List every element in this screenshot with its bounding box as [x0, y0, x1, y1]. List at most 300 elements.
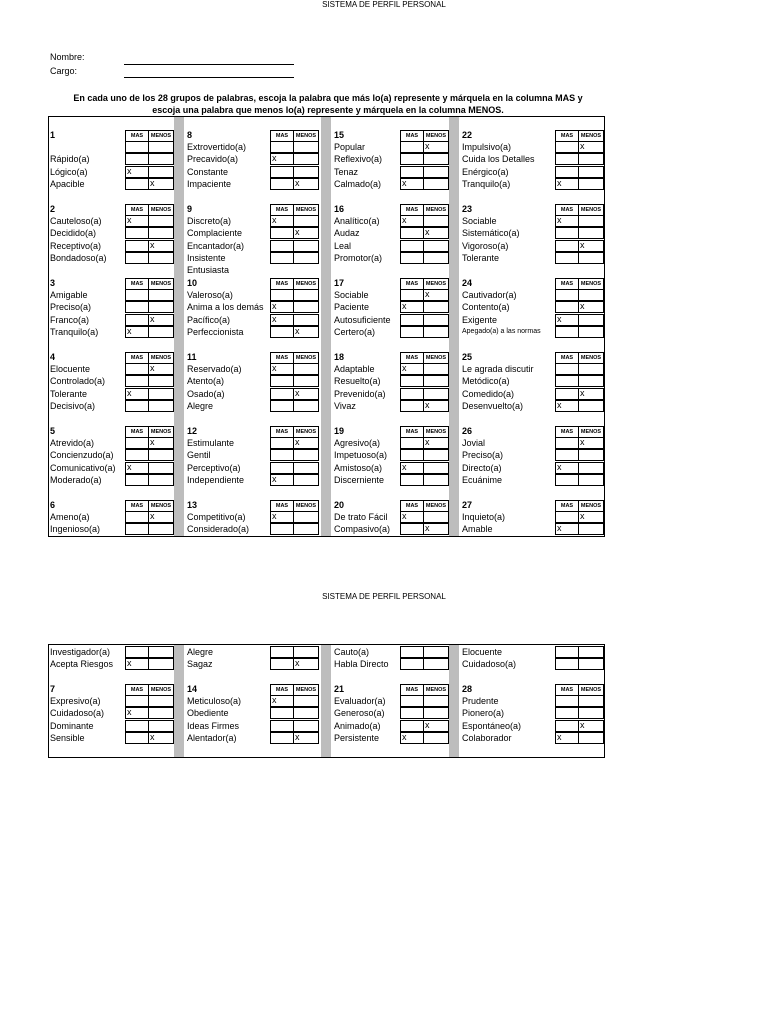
mas-header: MAS: [400, 426, 424, 438]
mas-checkbox[interactable]: [400, 166, 424, 178]
menos-checkbox[interactable]: x: [293, 178, 319, 190]
mas-checkbox[interactable]: x: [125, 166, 149, 178]
menos-checkbox[interactable]: [293, 215, 319, 227]
word-label: Impaciente: [187, 178, 232, 189]
menos-checkbox[interactable]: [293, 523, 319, 535]
menos-checkbox[interactable]: [423, 363, 449, 375]
mas-checkbox[interactable]: [125, 732, 149, 744]
menos-checkbox[interactable]: [293, 646, 319, 658]
mas-checkbox[interactable]: [400, 375, 424, 387]
mas-checkbox[interactable]: [125, 301, 149, 313]
mas-checkbox[interactable]: x: [555, 215, 579, 227]
menos-checkbox[interactable]: [578, 523, 604, 535]
mas-checkbox[interactable]: [555, 474, 579, 486]
menos-checkbox[interactable]: [423, 166, 449, 178]
menos-checkbox[interactable]: [293, 363, 319, 375]
menos-checkbox[interactable]: [423, 375, 449, 387]
mas-checkbox[interactable]: x: [125, 658, 149, 670]
mas-checkbox[interactable]: x: [125, 707, 149, 719]
mas-checkbox[interactable]: [400, 449, 424, 461]
menos-header: MENOS: [293, 352, 319, 364]
mas-header: MAS: [270, 278, 294, 290]
mas-checkbox[interactable]: x: [125, 462, 149, 474]
menos-checkbox[interactable]: [148, 474, 174, 486]
menos-checkbox[interactable]: x: [148, 363, 174, 375]
mas-checkbox[interactable]: [400, 141, 424, 153]
word-label: Precavido(a): [187, 154, 239, 165]
menos-checkbox[interactable]: [148, 707, 174, 719]
mas-checkbox[interactable]: x: [400, 215, 424, 227]
menos-checkbox[interactable]: [293, 314, 319, 326]
word-label: Cuida los Detalles: [462, 154, 535, 165]
mas-header: MAS: [555, 204, 579, 216]
menos-checkbox[interactable]: x: [423, 720, 449, 732]
menos-checkbox[interactable]: [423, 215, 449, 227]
mas-checkbox[interactable]: x: [125, 388, 149, 400]
menos-checkbox[interactable]: x: [423, 437, 449, 449]
instructions: [48, 92, 608, 116]
word-label: Contento(a): [462, 302, 510, 313]
group-number: 28: [462, 684, 473, 694]
menos-checkbox[interactable]: x: [148, 178, 174, 190]
mas-checkbox[interactable]: x: [555, 462, 579, 474]
menos-checkbox[interactable]: [423, 252, 449, 264]
mas-header: MAS: [125, 352, 149, 364]
group-column-2: [186, 645, 318, 757]
menos-checkbox[interactable]: x: [293, 326, 319, 338]
menos-checkbox[interactable]: [423, 153, 449, 165]
mas-checkbox[interactable]: [125, 437, 149, 449]
mas-checkbox[interactable]: [400, 314, 424, 326]
group-column-2: [186, 117, 318, 536]
mas-checkbox[interactable]: [125, 178, 149, 190]
menos-checkbox[interactable]: [148, 375, 174, 387]
mas-checkbox[interactable]: [400, 523, 424, 535]
mas-checkbox[interactable]: [400, 388, 424, 400]
mas-checkbox[interactable]: [555, 153, 579, 165]
mas-checkbox[interactable]: [555, 658, 579, 670]
menos-checkbox[interactable]: [578, 178, 604, 190]
mas-checkbox[interactable]: [270, 707, 294, 719]
menos-checkbox[interactable]: [148, 695, 174, 707]
menos-checkbox[interactable]: [578, 695, 604, 707]
menos-header: MENOS: [293, 278, 319, 290]
menos-checkbox[interactable]: [578, 227, 604, 239]
word-label: Animado(a): [334, 720, 381, 731]
mas-header: MAS: [125, 204, 149, 216]
menos-checkbox[interactable]: [578, 166, 604, 178]
menos-checkbox[interactable]: [423, 474, 449, 486]
group-number: 21: [334, 684, 345, 694]
mas-checkbox[interactable]: [125, 474, 149, 486]
mas-checkbox[interactable]: [125, 252, 149, 264]
mas-checkbox[interactable]: [125, 695, 149, 707]
menos-checkbox[interactable]: [293, 141, 319, 153]
menos-checkbox[interactable]: [578, 658, 604, 670]
mas-checkbox[interactable]: [555, 240, 579, 252]
mas-header: MAS: [270, 426, 294, 438]
menos-checkbox[interactable]: [578, 326, 604, 338]
mas-checkbox[interactable]: [400, 227, 424, 239]
menos-checkbox[interactable]: [423, 314, 449, 326]
word-label: Controlado(a): [50, 376, 106, 387]
mas-checkbox[interactable]: [400, 289, 424, 301]
word-label: Leal: [334, 240, 352, 251]
mas-checkbox[interactable]: [125, 646, 149, 658]
mas-checkbox[interactable]: [400, 474, 424, 486]
menos-checkbox[interactable]: [578, 400, 604, 412]
menos-checkbox[interactable]: [148, 166, 174, 178]
menos-header: MENOS: [148, 426, 174, 438]
mas-checkbox[interactable]: [125, 141, 149, 153]
mas-checkbox[interactable]: x: [555, 400, 579, 412]
menos-checkbox[interactable]: [423, 732, 449, 744]
mas-checkbox[interactable]: [270, 178, 294, 190]
menos-checkbox[interactable]: x: [578, 388, 604, 400]
mas-checkbox[interactable]: [555, 363, 579, 375]
menos-checkbox[interactable]: [578, 707, 604, 719]
menos-header: MENOS: [423, 278, 449, 290]
mas-checkbox[interactable]: [270, 720, 294, 732]
menos-checkbox[interactable]: [293, 153, 319, 165]
name-field[interactable]: [124, 64, 294, 65]
word-label: Considerado(a): [187, 524, 250, 535]
mas-checkbox[interactable]: x: [270, 511, 294, 523]
mas-checkbox[interactable]: [125, 400, 149, 412]
mas-checkbox[interactable]: [125, 720, 149, 732]
mas-checkbox[interactable]: [400, 400, 424, 412]
mas-checkbox[interactable]: [555, 388, 579, 400]
mas-checkbox[interactable]: [270, 326, 294, 338]
menos-checkbox[interactable]: x: [148, 240, 174, 252]
mas-checkbox[interactable]: [400, 658, 424, 670]
menos-checkbox[interactable]: [293, 474, 319, 486]
word-label: Directo(a): [462, 462, 502, 473]
word-label: Tolerante: [50, 388, 88, 399]
group-column-1: [49, 645, 174, 757]
menos-checkbox[interactable]: [148, 227, 174, 239]
menos-checkbox[interactable]: [148, 658, 174, 670]
menos-checkbox[interactable]: [148, 141, 174, 153]
menos-checkbox[interactable]: [148, 646, 174, 658]
word-label: Adaptable: [334, 364, 375, 374]
mas-checkbox[interactable]: [400, 437, 424, 449]
mas-checkbox[interactable]: [400, 695, 424, 707]
menos-checkbox[interactable]: x: [293, 227, 319, 239]
group-number: 2: [50, 204, 56, 214]
mas-checkbox[interactable]: [555, 720, 579, 732]
word-label: Discreto(a): [187, 216, 232, 226]
mas-checkbox[interactable]: x: [270, 363, 294, 375]
menos-checkbox[interactable]: x: [423, 289, 449, 301]
menos-header: MENOS: [578, 426, 604, 438]
word-label: Espontáneo(a): [462, 720, 522, 731]
mas-checkbox[interactable]: [270, 658, 294, 670]
menos-checkbox[interactable]: [578, 449, 604, 461]
mas-checkbox[interactable]: [125, 363, 149, 375]
mas-checkbox[interactable]: x: [400, 363, 424, 375]
word-label: Cautivador(a): [462, 290, 517, 300]
menos-checkbox[interactable]: [293, 707, 319, 719]
menos-checkbox[interactable]: [148, 449, 174, 461]
mas-checkbox[interactable]: [270, 166, 294, 178]
menos-checkbox[interactable]: [423, 388, 449, 400]
mas-checkbox[interactable]: x: [270, 695, 294, 707]
menos-checkbox[interactable]: x: [293, 732, 319, 744]
mas-checkbox[interactable]: x: [400, 462, 424, 474]
menos-checkbox[interactable]: [423, 301, 449, 313]
mas-checkbox[interactable]: [270, 375, 294, 387]
mas-checkbox[interactable]: [400, 252, 424, 264]
mas-checkbox[interactable]: [125, 314, 149, 326]
mas-checkbox[interactable]: [400, 707, 424, 719]
menos-checkbox[interactable]: x: [423, 141, 449, 153]
menos-header: MENOS: [578, 278, 604, 290]
menos-checkbox[interactable]: x: [148, 314, 174, 326]
mas-header: MAS: [555, 278, 579, 290]
menos-checkbox[interactable]: [578, 646, 604, 658]
mas-checkbox[interactable]: [125, 289, 149, 301]
menos-checkbox[interactable]: [293, 166, 319, 178]
menos-checkbox[interactable]: [423, 646, 449, 658]
mas-checkbox[interactable]: [555, 166, 579, 178]
mas-checkbox[interactable]: [270, 388, 294, 400]
mas-checkbox[interactable]: x: [125, 326, 149, 338]
mas-checkbox[interactable]: [555, 326, 579, 338]
mas-checkbox[interactable]: [270, 646, 294, 658]
mas-checkbox[interactable]: [125, 375, 149, 387]
menos-checkbox[interactable]: x: [148, 437, 174, 449]
mas-checkbox[interactable]: x: [400, 732, 424, 744]
mas-checkbox[interactable]: [555, 141, 579, 153]
menos-checkbox[interactable]: [148, 720, 174, 732]
word-label: Dominante: [50, 720, 94, 731]
mas-checkbox[interactable]: [270, 227, 294, 239]
menos-checkbox[interactable]: [293, 252, 319, 264]
menos-checkbox[interactable]: x: [423, 523, 449, 535]
mas-checkbox[interactable]: [270, 400, 294, 412]
menos-checkbox[interactable]: [578, 732, 604, 744]
mas-checkbox[interactable]: [400, 720, 424, 732]
group-number: 15: [334, 130, 345, 140]
mas-checkbox[interactable]: [270, 240, 294, 252]
menos-checkbox[interactable]: [148, 215, 174, 227]
menos-checkbox[interactable]: [293, 400, 319, 412]
menos-checkbox[interactable]: [423, 511, 449, 523]
mas-checkbox[interactable]: x: [270, 153, 294, 165]
menos-checkbox[interactable]: [293, 289, 319, 301]
word-label: Cauto(a): [334, 647, 370, 657]
menos-checkbox[interactable]: [578, 252, 604, 264]
menos-header: MENOS: [423, 352, 449, 364]
group-column-1: [49, 117, 174, 536]
menos-checkbox[interactable]: x: [293, 658, 319, 670]
word-label: Discerniente: [334, 474, 385, 485]
menos-checkbox[interactable]: [293, 240, 319, 252]
mas-checkbox[interactable]: x: [555, 732, 579, 744]
menos-checkbox[interactable]: x: [148, 732, 174, 744]
menos-header: MENOS: [293, 204, 319, 216]
word-label: Meticuloso(a): [187, 696, 242, 706]
mas-header: MAS: [400, 130, 424, 142]
mas-checkbox[interactable]: x: [555, 314, 579, 326]
menos-checkbox[interactable]: x: [578, 437, 604, 449]
menos-checkbox[interactable]: [293, 375, 319, 387]
menos-checkbox[interactable]: [148, 301, 174, 313]
menos-checkbox[interactable]: x: [578, 240, 604, 252]
mas-checkbox[interactable]: x: [270, 215, 294, 227]
menos-header: MENOS: [423, 130, 449, 142]
mas-checkbox[interactable]: [270, 289, 294, 301]
group-number: 26: [462, 426, 473, 436]
mas-checkbox[interactable]: [555, 437, 579, 449]
word-label: Decidido(a): [50, 228, 97, 239]
mas-checkbox[interactable]: [555, 511, 579, 523]
mas-checkbox[interactable]: [270, 462, 294, 474]
mas-checkbox[interactable]: [125, 511, 149, 523]
menos-checkbox[interactable]: [293, 301, 319, 313]
group-number: 1: [50, 130, 56, 140]
mas-checkbox[interactable]: [125, 523, 149, 535]
mas-checkbox[interactable]: [270, 523, 294, 535]
menos-checkbox[interactable]: [148, 153, 174, 165]
cargo-field[interactable]: [124, 77, 294, 78]
mas-checkbox[interactable]: [400, 240, 424, 252]
mas-checkbox[interactable]: x: [555, 523, 579, 535]
menos-checkbox[interactable]: [148, 523, 174, 535]
column-separator: [321, 645, 331, 757]
menos-checkbox[interactable]: [423, 240, 449, 252]
mas-checkbox[interactable]: x: [270, 474, 294, 486]
mas-checkbox[interactable]: [270, 449, 294, 461]
menos-checkbox[interactable]: [423, 658, 449, 670]
mas-checkbox[interactable]: [555, 289, 579, 301]
mas-checkbox[interactable]: x: [125, 215, 149, 227]
mas-checkbox[interactable]: x: [400, 301, 424, 313]
group-number: 3: [50, 278, 56, 288]
mas-checkbox[interactable]: x: [270, 301, 294, 313]
menos-header: MENOS: [148, 278, 174, 290]
mas-checkbox[interactable]: x: [400, 511, 424, 523]
mas-checkbox[interactable]: x: [400, 178, 424, 190]
word-label: Calmado(a): [334, 178, 382, 189]
mas-checkbox[interactable]: [270, 141, 294, 153]
mas-checkbox[interactable]: [400, 646, 424, 658]
menos-checkbox[interactable]: x: [423, 227, 449, 239]
menos-header: MENOS: [423, 684, 449, 696]
menos-header: MENOS: [293, 684, 319, 696]
group-number: 23: [462, 204, 473, 214]
mas-checkbox[interactable]: [555, 646, 579, 658]
menos-checkbox[interactable]: [423, 707, 449, 719]
word-label: Receptivo(a): [50, 240, 102, 251]
mas-checkbox[interactable]: x: [270, 314, 294, 326]
menos-checkbox[interactable]: [148, 462, 174, 474]
word-label: Sensible: [50, 732, 85, 743]
word-label: Exigente: [462, 314, 498, 325]
menos-checkbox[interactable]: [578, 474, 604, 486]
mas-checkbox[interactable]: [400, 326, 424, 338]
menos-checkbox[interactable]: [423, 178, 449, 190]
menos-checkbox[interactable]: x: [293, 437, 319, 449]
menos-checkbox[interactable]: x: [578, 141, 604, 153]
menos-checkbox[interactable]: x: [578, 301, 604, 313]
mas-checkbox[interactable]: [555, 449, 579, 461]
menos-checkbox[interactable]: [148, 388, 174, 400]
mas-checkbox[interactable]: [270, 252, 294, 264]
mas-checkbox[interactable]: [125, 240, 149, 252]
menos-checkbox[interactable]: [148, 326, 174, 338]
menos-checkbox[interactable]: [578, 153, 604, 165]
word-label: Pacífico(a): [187, 314, 231, 325]
menos-checkbox[interactable]: [423, 462, 449, 474]
menos-checkbox[interactable]: x: [148, 511, 174, 523]
word-label: Promotor(a): [334, 252, 383, 263]
menos-checkbox[interactable]: [148, 289, 174, 301]
mas-checkbox[interactable]: [555, 252, 579, 264]
menos-checkbox[interactable]: [293, 511, 319, 523]
mas-checkbox[interactable]: [125, 449, 149, 461]
mas-checkbox[interactable]: [270, 732, 294, 744]
mas-checkbox[interactable]: [270, 437, 294, 449]
mas-checkbox[interactable]: [555, 227, 579, 239]
mas-checkbox[interactable]: [555, 375, 579, 387]
menos-header: MENOS: [423, 426, 449, 438]
word-label: Atento(a): [187, 376, 225, 387]
menos-checkbox[interactable]: [578, 375, 604, 387]
menos-checkbox[interactable]: x: [423, 400, 449, 412]
mas-checkbox[interactable]: [555, 301, 579, 313]
mas-checkbox[interactable]: [555, 707, 579, 719]
word-label: Impulsivo(a): [462, 142, 512, 152]
menos-checkbox[interactable]: [293, 720, 319, 732]
menos-checkbox[interactable]: [148, 400, 174, 412]
word-label: Prevenido(a): [334, 388, 386, 399]
menos-checkbox[interactable]: x: [578, 511, 604, 523]
menos-checkbox[interactable]: [578, 314, 604, 326]
menos-header: MENOS: [578, 500, 604, 512]
menos-checkbox[interactable]: [578, 462, 604, 474]
mas-checkbox[interactable]: x: [555, 178, 579, 190]
mas-header: MAS: [270, 352, 294, 364]
menos-checkbox[interactable]: [148, 252, 174, 264]
mas-header: MAS: [555, 684, 579, 696]
menos-checkbox[interactable]: [423, 695, 449, 707]
menos-checkbox[interactable]: x: [293, 388, 319, 400]
mas-checkbox[interactable]: [400, 153, 424, 165]
menos-checkbox[interactable]: [578, 363, 604, 375]
page-title-2: SISTEMA DE PERFIL PERSONAL: [322, 592, 446, 601]
group-number: 25: [462, 352, 473, 362]
menos-checkbox[interactable]: [293, 695, 319, 707]
menos-checkbox[interactable]: [423, 449, 449, 461]
mas-header: MAS: [555, 130, 579, 142]
mas-checkbox[interactable]: [125, 227, 149, 239]
mas-checkbox[interactable]: [555, 695, 579, 707]
word-label: Tranquilo(a): [462, 178, 511, 189]
menos-checkbox[interactable]: [578, 289, 604, 301]
menos-checkbox[interactable]: [293, 449, 319, 461]
word-label: Concienzudo(a): [50, 450, 114, 461]
menos-checkbox[interactable]: x: [578, 720, 604, 732]
word-label: Amistoso(a): [334, 462, 383, 473]
menos-header: MENOS: [148, 204, 174, 216]
menos-checkbox[interactable]: [423, 326, 449, 338]
menos-checkbox[interactable]: [578, 215, 604, 227]
group-number: 14: [187, 684, 198, 694]
mas-checkbox[interactable]: [125, 153, 149, 165]
menos-checkbox[interactable]: [293, 462, 319, 474]
